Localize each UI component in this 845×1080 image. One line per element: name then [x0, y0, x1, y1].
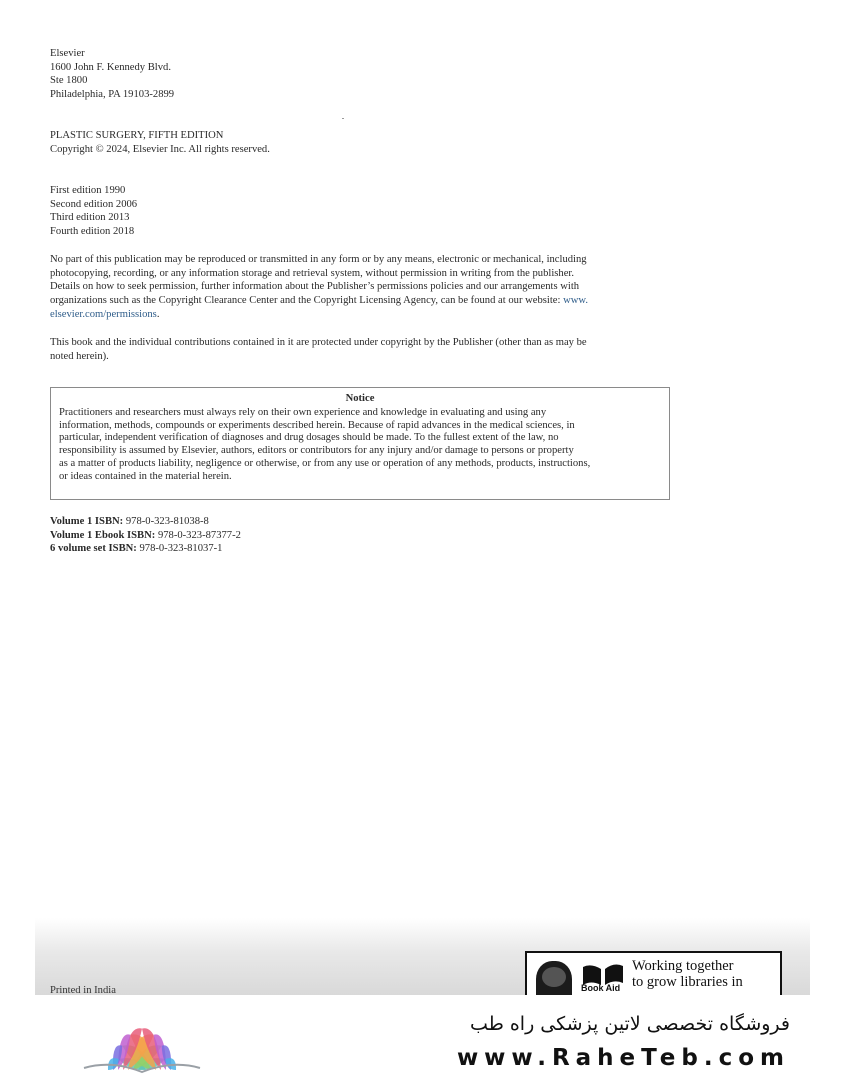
- notice-line: or ideas contained in the material herein.: [59, 470, 232, 482]
- permission-line: [50, 308, 672, 322]
- store-name-persian: فروشگاه تخصصی لاتین پزشکی راه طب: [470, 1013, 790, 1035]
- isbn-value: 978-0-323-81038-8: [125, 516, 209, 527]
- notice-title: Notice: [345, 393, 375, 404]
- permission-paragraph: [50, 253, 672, 322]
- title-copyright-block: [50, 129, 270, 156]
- edition-line: Third edition 2013: [50, 212, 130, 224]
- website-link[interactable]: www.: [563, 295, 588, 307]
- edition-line: Second edition 2006: [50, 198, 138, 210]
- permission-line: No part of this publication may be reproduced or transmitted in any form or by any means, electronic or mechanical, including: [50, 254, 587, 265]
- isbn-label: Volume 1 ISBN:: [50, 516, 124, 527]
- edition-line: Fourth edition 2018: [50, 226, 135, 238]
- edition-history: [50, 184, 137, 239]
- book-aid-slogan: [632, 958, 743, 990]
- website-link[interactable]: elsevier.com/permissions: [50, 308, 157, 320]
- notice-line: Practitioners and researchers must always rely on their own experience and knowledge in evaluating and using any: [59, 406, 547, 418]
- tree-icon: [536, 961, 572, 995]
- store-website[interactable]: www.RaheTeb.com: [456, 1045, 790, 1071]
- permission-line: photocopying, recording, or any information storage and retrieval system, without permission in writing from the publisher.: [50, 267, 574, 279]
- isbn-value: 978-0-323-87377-2: [157, 529, 241, 541]
- notice-line: information, methods, compounds or experiments described herein. Because of rapid advances in the medical sciences, in: [59, 419, 575, 431]
- printed-in-line: Printed in India: [50, 985, 116, 994]
- publisher-address: [50, 47, 174, 102]
- slogan-line: to grow libraries in: [632, 974, 743, 990]
- notice-line: responsibility is assumed by Elsevier, authors, editors or contributors for any injury and/or damage to persons or property: [59, 445, 574, 457]
- isbn-line: [50, 529, 241, 543]
- protection-line: noted herein).: [50, 350, 109, 362]
- notice-body: [59, 407, 661, 484]
- edition-line: First edition 1990: [50, 185, 126, 196]
- permission-line-text: organizations such as the Copyright Clearance Center and the Copyright Licensing Agency, can be found at our website:: [50, 295, 561, 307]
- address-line: 1600 John F. Kennedy Blvd.: [50, 61, 171, 73]
- permission-line: Details on how to seek permission, further information about the Publisher’s permissions policies and our arrangements with: [50, 281, 580, 293]
- slogan-line: Working together: [632, 958, 734, 974]
- isbn-list: [50, 515, 241, 556]
- copyright-line: Copyright © 2024, Elsevier Inc. All rights reserved.: [50, 143, 270, 155]
- protection-line: This book and the individual contributions contained in it are protected under copyright by the Publisher (other than as may be: [50, 337, 587, 348]
- address-line: Ste 1800: [50, 75, 88, 87]
- notice-box: [50, 387, 670, 500]
- isbn-label: 6 volume set ISBN:: [50, 543, 137, 555]
- permission-line: [50, 294, 672, 308]
- period: .: [156, 308, 160, 320]
- isbn-value: 978-0-323-81037-1: [139, 543, 223, 555]
- scan-speck: [342, 118, 344, 119]
- book-aid-logo-box: [525, 951, 782, 995]
- notice-line: particular, independent verification of diagnoses and drug dosages should be made. To the fullest extent of the law, no: [59, 432, 559, 444]
- address-line: Philadelphia, PA 19103-2899: [50, 89, 175, 101]
- notice-line: as a matter of products liability, negligence or otherwise, or from any use or operation of any methods, products, instructions,: [59, 457, 591, 469]
- isbn-line: [50, 515, 241, 529]
- isbn-label: Volume 1 Ebook ISBN:: [50, 529, 156, 541]
- open-book-fan-logo-icon: [78, 1010, 206, 1074]
- isbn-line: [50, 542, 241, 556]
- protection-paragraph: [50, 336, 672, 363]
- book-aid-brand: Book Aid: [581, 983, 621, 993]
- book-title: PLASTIC SURGERY, FIFTH EDITION: [50, 130, 224, 141]
- address-line: Elsevier: [50, 48, 85, 59]
